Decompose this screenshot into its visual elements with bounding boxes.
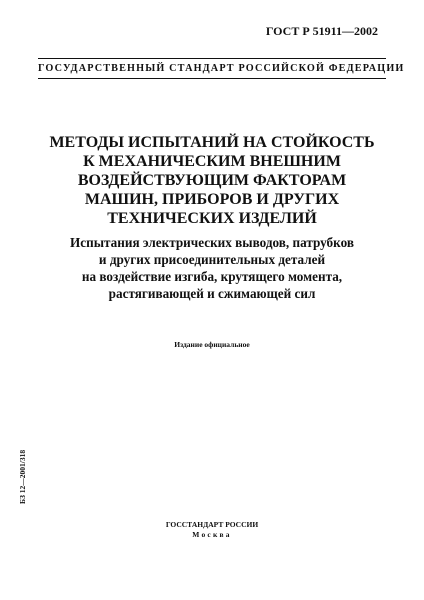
subtitle-line: и других присоединительных деталей [98, 252, 326, 267]
main-title-line: К МЕХАНИЧЕСКИМ ВНЕШНИМ [83, 153, 341, 170]
subtitle-line: на воздействие изгиба, крутящего момента, [81, 269, 343, 284]
main-title-line: МАШИН, ПРИБОРОВ И ДРУГИХ [84, 191, 340, 208]
header-rule-top [38, 58, 386, 59]
catalog-code: БЗ 12—2001/318 [18, 449, 27, 504]
subtitle-line: Испытания электрических выводов, патрубков [70, 235, 354, 250]
main-title-line: МЕТОДЫ ИСПЫТАНИЙ НА СТОЙКОСТЬ [49, 134, 375, 151]
edition-note: Издание официальное [174, 340, 250, 349]
subtitle [30, 234, 394, 302]
header-band [38, 58, 405, 79]
header-rule-bottom [38, 78, 386, 79]
main-title-line: ТЕХНИЧЕСКИХ ИЗДЕЛИЙ [107, 210, 317, 227]
state-standard-header: ГОСУДАРСТВЕННЫЙ СТАНДАРТ РОССИЙСКОЙ ФЕДЕРАЦИИ [38, 63, 405, 74]
main-title-line: ВОЗДЕЙСТВУЮЩИМ ФАКТОРАМ [77, 172, 347, 189]
standard-number: ГОСТ Р 51911—2002 [265, 24, 378, 38]
publisher-name: ГОССТАНДАРТ РОССИИ [165, 520, 259, 529]
publisher-city: Москва [192, 530, 232, 539]
subtitle-line: растягивающей и сжимающей сил [108, 286, 316, 301]
main-title [30, 133, 394, 228]
publisher-block [0, 520, 424, 540]
